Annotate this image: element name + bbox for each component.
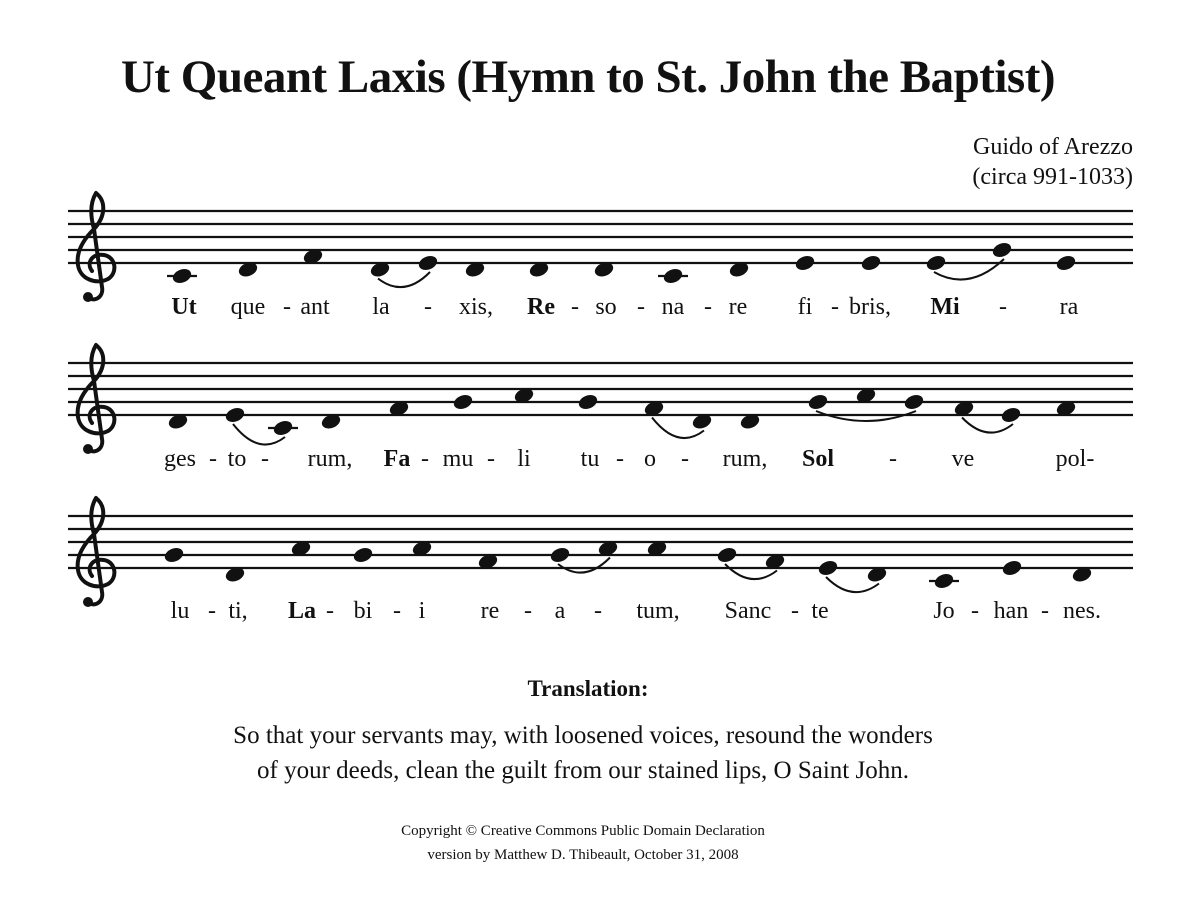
treble-clef-icon <box>78 193 115 299</box>
treble-clef-icon <box>83 444 93 454</box>
lyric-syllable: lu <box>170 598 190 624</box>
translation-line: of your deeds, clean the guilt from our stained lips, O Saint John. <box>257 757 909 784</box>
note-head-C <box>662 266 684 285</box>
treble-clef-icon <box>78 498 115 604</box>
syllable-hyphen: - <box>571 294 579 320</box>
lyric-syllable: ve <box>951 446 975 472</box>
lyric-syllable: La <box>287 598 317 624</box>
syllable-hyphen: - <box>831 294 839 320</box>
lyric-syllable: li <box>517 446 531 472</box>
version-line: version by Matthew D. Thibeault, October 31, 2008 <box>427 847 739 863</box>
treble-clef-icon <box>78 345 115 451</box>
page-title: Ut Queant Laxis (Hymn to St. John the Baptist) <box>120 51 1056 103</box>
lyric-syllable: tu <box>580 446 600 472</box>
note-head-G <box>903 392 925 411</box>
composer-dates: (circa 991-1033) <box>972 164 1133 190</box>
lyric-syllable: to <box>227 446 247 472</box>
note-head-E <box>794 253 816 272</box>
lyric-syllable: a <box>554 598 566 624</box>
lyric-syllable: ra <box>1059 294 1079 320</box>
lyric-syllable: Ut <box>171 294 197 320</box>
syllable-hyphen: - <box>208 598 216 624</box>
syllable-hyphen: - <box>326 598 334 624</box>
syllable-hyphen: - <box>393 598 401 624</box>
lyric-syllable: Fa <box>383 446 411 472</box>
note-head-G <box>549 545 571 564</box>
syllable-hyphen: - <box>704 294 712 320</box>
composer-name: Guido of Arezzo <box>973 134 1133 160</box>
lyric-syllable: pol- <box>1055 446 1095 472</box>
note-head-G <box>991 240 1013 259</box>
note-head-E <box>224 405 246 424</box>
syllable-hyphen: - <box>261 446 269 472</box>
lyric-syllable: Sol <box>801 446 835 472</box>
lyric-syllable: rum, <box>307 446 353 472</box>
note-head-G <box>163 545 185 564</box>
lyric-syllable: o <box>644 446 656 472</box>
translation-line: So that your servants may, with loosened voices, resound the wonders <box>233 722 933 749</box>
lyric-syllable: re <box>728 294 748 320</box>
lyric-syllable: fi <box>797 294 813 320</box>
note-head-G <box>716 545 738 564</box>
syllable-hyphen: - <box>594 598 602 624</box>
lyric-syllable: Jo <box>933 598 955 624</box>
note-head-E <box>1001 558 1023 577</box>
lyric-syllable: bris, <box>849 294 891 320</box>
syllable-hyphen: - <box>524 598 532 624</box>
note-head-E <box>817 558 839 577</box>
note-head-E <box>1000 405 1022 424</box>
syllable-hyphen: - <box>999 294 1007 320</box>
note-head-G <box>452 392 474 411</box>
copyright-line: Copyright © Creative Commons Public Domain Declaration <box>401 823 765 839</box>
note-head-E <box>860 253 882 272</box>
note-head-C <box>272 418 294 437</box>
lyric-syllable: te <box>811 598 829 624</box>
syllable-hyphen: - <box>209 446 217 472</box>
treble-clef-icon <box>83 292 93 302</box>
lyric-syllable: Sanc <box>724 598 772 624</box>
lyric-syllable: Mi <box>930 294 960 320</box>
syllable-hyphen: - <box>616 446 624 472</box>
syllable-hyphen: - <box>421 446 429 472</box>
syllable-hyphen: - <box>791 598 799 624</box>
note-head-G <box>577 392 599 411</box>
lyric-syllable: nes. <box>1063 598 1101 624</box>
lyric-syllable: re <box>480 598 500 624</box>
note-head-E <box>417 253 439 272</box>
note-head-G <box>352 545 374 564</box>
note-head-E <box>925 253 947 272</box>
syllable-hyphen: - <box>971 598 979 624</box>
lyric-syllable: na <box>661 294 685 320</box>
lyric-syllable: han <box>993 598 1029 624</box>
lyric-syllable: rum, <box>722 446 768 472</box>
lyric-syllable: ant <box>300 294 330 320</box>
lyric-syllable: so <box>595 294 617 320</box>
lyric-syllable: tum, <box>636 598 680 624</box>
syllable-hyphen: - <box>1041 598 1049 624</box>
syllable-hyphen: - <box>889 446 897 472</box>
lyric-syllable: xis, <box>458 294 494 320</box>
lyric-syllable: mu <box>442 446 474 472</box>
slur <box>558 558 610 573</box>
note-head-C <box>933 571 955 590</box>
syllable-hyphen: - <box>283 294 291 320</box>
lyric-syllable: que <box>230 294 266 320</box>
lyric-syllable: ti, <box>228 598 248 624</box>
syllable-hyphen: - <box>424 294 432 320</box>
lyric-syllable: bi <box>353 598 373 624</box>
treble-clef-icon <box>83 597 93 607</box>
translation-heading: Translation: <box>527 676 649 701</box>
lyric-syllable: Re <box>527 294 555 320</box>
lyric-syllable: i <box>418 598 426 624</box>
note-head-E <box>1055 253 1077 272</box>
note-head-C <box>171 266 193 285</box>
lyric-syllable: la <box>372 294 390 320</box>
slur <box>378 272 430 287</box>
note-head-G <box>807 392 829 411</box>
syllable-hyphen: - <box>487 446 495 472</box>
lyric-syllable: ges <box>164 446 196 472</box>
syllable-hyphen: - <box>637 294 645 320</box>
syllable-hyphen: - <box>681 446 689 472</box>
